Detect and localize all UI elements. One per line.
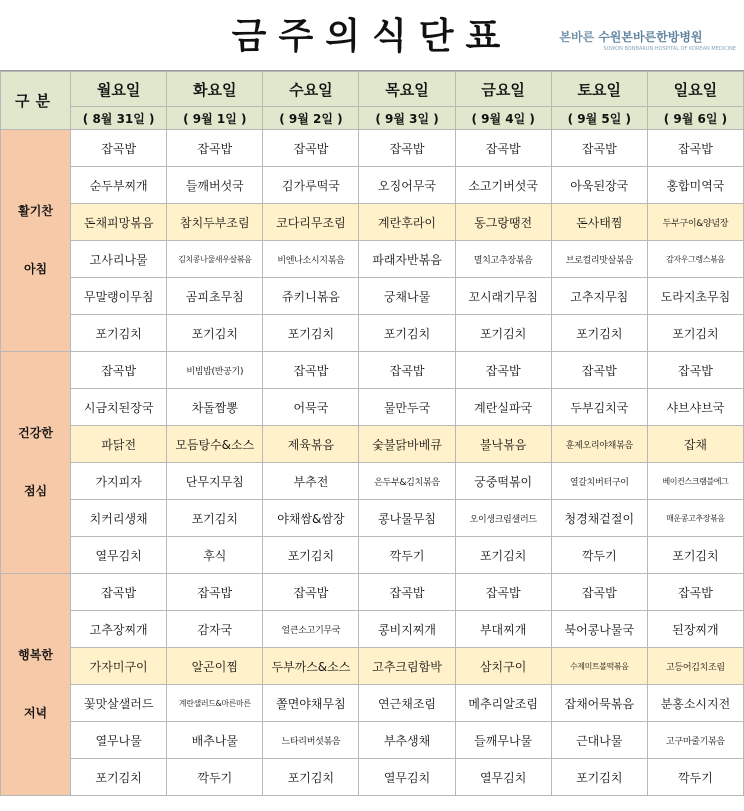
menu-cell: 고사리나물 bbox=[71, 241, 167, 278]
menu-cell: 감자우그렝스볶음 bbox=[647, 241, 743, 278]
table-row bbox=[1, 278, 744, 315]
menu-cell: 포기김치 bbox=[263, 315, 359, 352]
menu-cell: 감자국 bbox=[167, 611, 263, 648]
menu-cell: 순두부찌개 bbox=[71, 167, 167, 204]
menu-cell: 잡곡밥 bbox=[647, 352, 743, 389]
menu-cell: 얼큰소고기무국 bbox=[263, 611, 359, 648]
menu-cell: 브로컬리맛살볶음 bbox=[551, 241, 647, 278]
menu-cell: 깍두기 bbox=[359, 537, 455, 574]
menu-cell: 고추장찌개 bbox=[71, 611, 167, 648]
menu-cell: 포기김치 bbox=[263, 537, 359, 574]
menu-cell: 쥬키니볶음 bbox=[263, 278, 359, 315]
menu-cell: 잡곡밥 bbox=[551, 352, 647, 389]
menu-cell: 동그랑땡전 bbox=[455, 204, 551, 241]
menu-cell: 포기김치 bbox=[359, 315, 455, 352]
menu-cell: 들깨버섯국 bbox=[167, 167, 263, 204]
menu-cell: 삼치구이 bbox=[455, 648, 551, 685]
menu-cell: 샤브샤브국 bbox=[647, 389, 743, 426]
menu-cell: 은두부&김치볶음 bbox=[359, 463, 455, 500]
menu-body bbox=[1, 130, 744, 796]
menu-cell: 두부구이&양념장 bbox=[647, 204, 743, 241]
logo-name: 수원본바른한방병원 bbox=[598, 30, 703, 44]
menu-cell: 포기김치 bbox=[71, 759, 167, 796]
menu-cell: 쫄면야채무침 bbox=[263, 685, 359, 722]
table-row bbox=[1, 611, 744, 648]
table-row bbox=[1, 574, 744, 611]
table-row bbox=[1, 204, 744, 241]
menu-cell: 곰피초무침 bbox=[167, 278, 263, 315]
menu-cell: 잡곡밥 bbox=[263, 130, 359, 167]
table-row bbox=[1, 463, 744, 500]
menu-cell: 오징어무국 bbox=[359, 167, 455, 204]
menu-cell: 모듬탕수&소스 bbox=[167, 426, 263, 463]
menu-cell: 잡곡밥 bbox=[71, 130, 167, 167]
menu-cell: 제육볶음 bbox=[263, 426, 359, 463]
table-row bbox=[1, 389, 744, 426]
day-date: ( 8월 31일 ) bbox=[71, 107, 167, 130]
menu-cell: 두부김치국 bbox=[551, 389, 647, 426]
menu-cell: 잡곡밥 bbox=[551, 130, 647, 167]
menu-cell: 느타리버섯볶음 bbox=[263, 722, 359, 759]
menu-cell: 파래자반볶음 bbox=[359, 241, 455, 278]
menu-cell: 매운콩고추장볶음 bbox=[647, 500, 743, 537]
menu-cell: 잡곡밥 bbox=[551, 574, 647, 611]
menu-cell: 배추나물 bbox=[167, 722, 263, 759]
table-row bbox=[1, 500, 744, 537]
meal-label-sub: 행복한 bbox=[18, 647, 53, 662]
menu-cell: 고추지무침 bbox=[551, 278, 647, 315]
menu-cell: 참치두부조림 bbox=[167, 204, 263, 241]
menu-cell: 야채쌈&쌈장 bbox=[263, 500, 359, 537]
weekly-menu-table bbox=[0, 71, 744, 796]
table-row bbox=[1, 130, 744, 167]
meal-label-main: 저녁 bbox=[23, 705, 48, 720]
table-row bbox=[1, 167, 744, 204]
menu-cell: 부추전 bbox=[263, 463, 359, 500]
day-date: ( 9월 6일 ) bbox=[647, 107, 743, 130]
menu-cell: 잡곡밥 bbox=[71, 352, 167, 389]
menu-cell: 가자미구이 bbox=[71, 648, 167, 685]
menu-cell: 단무지무침 bbox=[167, 463, 263, 500]
menu-cell: 포기김치 bbox=[71, 315, 167, 352]
menu-cell: 포기김치 bbox=[647, 315, 743, 352]
menu-cell: 돈채피망볶음 bbox=[71, 204, 167, 241]
menu-cell: 소고기버섯국 bbox=[455, 167, 551, 204]
menu-cell: 불낙볶음 bbox=[455, 426, 551, 463]
menu-cell: 계란후라이 bbox=[359, 204, 455, 241]
menu-cell: 메추리알조림 bbox=[455, 685, 551, 722]
day-date: ( 9월 5일 ) bbox=[551, 107, 647, 130]
meal-label-main: 점심 bbox=[23, 483, 48, 498]
menu-cell: 무말랭이무침 bbox=[71, 278, 167, 315]
menu-cell: 멸치고추장볶음 bbox=[455, 241, 551, 278]
menu-cell: 북어콩나물국 bbox=[551, 611, 647, 648]
hospital-logo bbox=[559, 28, 736, 52]
menu-cell: 부대찌개 bbox=[455, 611, 551, 648]
meal-label bbox=[1, 130, 71, 352]
menu-cell: 고등어김치조림 bbox=[647, 648, 743, 685]
menu-cell: 비엔나소시지볶음 bbox=[263, 241, 359, 278]
menu-cell: 포기김치 bbox=[455, 315, 551, 352]
menu-cell: 근대나물 bbox=[551, 722, 647, 759]
table-row bbox=[1, 537, 744, 574]
menu-cell: 김가루떡국 bbox=[263, 167, 359, 204]
menu-cell: 잡곡밥 bbox=[359, 574, 455, 611]
menu-cell: 두부까스&소스 bbox=[263, 648, 359, 685]
day-date: ( 9월 4일 ) bbox=[455, 107, 551, 130]
menu-cell: 숯불닭바베큐 bbox=[359, 426, 455, 463]
menu-cell: 차돌짬뽕 bbox=[167, 389, 263, 426]
table-row bbox=[1, 241, 744, 278]
day-date: ( 9월 2일 ) bbox=[263, 107, 359, 130]
menu-cell: 김치콩나물새우살볶음 bbox=[167, 241, 263, 278]
menu-cell: 수제미트볼떡볶음 bbox=[551, 648, 647, 685]
menu-cell: 포기김치 bbox=[167, 315, 263, 352]
table-row bbox=[1, 352, 744, 389]
table-row bbox=[1, 648, 744, 685]
menu-cell: 된장찌개 bbox=[647, 611, 743, 648]
menu-cell: 오이생크림샐러드 bbox=[455, 500, 551, 537]
menu-cell: 잡채 bbox=[647, 426, 743, 463]
table-row bbox=[1, 315, 744, 352]
menu-cell: 잡곡밥 bbox=[647, 130, 743, 167]
menu-cell: 파닭전 bbox=[71, 426, 167, 463]
menu-cell: 잡곡밥 bbox=[455, 130, 551, 167]
menu-cell: 가지피자 bbox=[71, 463, 167, 500]
menu-cell: 돈사태찜 bbox=[551, 204, 647, 241]
day-name: 화요일 bbox=[167, 72, 263, 107]
menu-cell: 포기김치 bbox=[167, 500, 263, 537]
menu-cell: 부추생채 bbox=[359, 722, 455, 759]
page-header bbox=[0, 0, 744, 71]
menu-cell: 어묵국 bbox=[263, 389, 359, 426]
logo-subtitle: SUWON BONBARUN HOSPITAL OF KOREAN MEDICINE bbox=[603, 46, 736, 52]
table-row bbox=[1, 426, 744, 463]
table-row bbox=[1, 759, 744, 796]
day-date: ( 9월 3일 ) bbox=[359, 107, 455, 130]
menu-cell: 궁채나물 bbox=[359, 278, 455, 315]
page-title: 금주의식단표 bbox=[231, 16, 513, 57]
day-date: ( 9월 1일 ) bbox=[167, 107, 263, 130]
menu-cell: 후식 bbox=[167, 537, 263, 574]
menu-cell: 분홍소시지전 bbox=[647, 685, 743, 722]
menu-cell: 열무김치 bbox=[455, 759, 551, 796]
table-row bbox=[1, 722, 744, 759]
day-name: 수요일 bbox=[263, 72, 359, 107]
menu-cell: 포기김치 bbox=[551, 759, 647, 796]
menu-cell: 포기김치 bbox=[455, 537, 551, 574]
menu-cell: 포기김치 bbox=[263, 759, 359, 796]
menu-cell: 잡곡밥 bbox=[167, 130, 263, 167]
menu-cell: 꽃맛살샐러드 bbox=[71, 685, 167, 722]
menu-cell: 베이컨스크램블에그 bbox=[647, 463, 743, 500]
menu-cell: 잡곡밥 bbox=[647, 574, 743, 611]
menu-cell: 깍두기 bbox=[551, 537, 647, 574]
menu-cell: 아욱된장국 bbox=[551, 167, 647, 204]
menu-cell: 잡곡밥 bbox=[263, 574, 359, 611]
menu-cell: 열무김치 bbox=[71, 537, 167, 574]
menu-cell: 도라지초무침 bbox=[647, 278, 743, 315]
menu-cell: 포기김치 bbox=[551, 315, 647, 352]
menu-cell: 잡곡밥 bbox=[263, 352, 359, 389]
menu-cell: 알곤이찜 bbox=[167, 648, 263, 685]
menu-cell: 깍두기 bbox=[647, 759, 743, 796]
menu-cell: 열갈치버터구이 bbox=[551, 463, 647, 500]
menu-cell: 콩비지찌개 bbox=[359, 611, 455, 648]
menu-cell: 열무김치 bbox=[359, 759, 455, 796]
menu-cell: 고구마줄기볶음 bbox=[647, 722, 743, 759]
date-header-row bbox=[1, 107, 744, 130]
menu-cell: 연근채조림 bbox=[359, 685, 455, 722]
menu-cell: 들깨무나물 bbox=[455, 722, 551, 759]
menu-cell: 잡곡밥 bbox=[167, 574, 263, 611]
menu-cell: 포기김치 bbox=[647, 537, 743, 574]
menu-cell: 비빔밥(반공기) bbox=[167, 352, 263, 389]
menu-cell: 코다리무조림 bbox=[263, 204, 359, 241]
menu-cell: 꼬시래기무침 bbox=[455, 278, 551, 315]
menu-cell: 깍두기 bbox=[167, 759, 263, 796]
menu-cell: 물만두국 bbox=[359, 389, 455, 426]
menu-cell: 고추크림함박 bbox=[359, 648, 455, 685]
day-name: 일요일 bbox=[647, 72, 743, 107]
menu-cell: 잡곡밥 bbox=[455, 352, 551, 389]
menu-cell: 청경채겉절이 bbox=[551, 500, 647, 537]
menu-cell: 계란샐러드&마른마른 bbox=[167, 685, 263, 722]
corner-label: 구분 bbox=[1, 72, 71, 130]
menu-cell: 잡곡밥 bbox=[455, 574, 551, 611]
menu-cell: 훈제오리야채볶음 bbox=[551, 426, 647, 463]
menu-cell: 치커리생채 bbox=[71, 500, 167, 537]
menu-cell: 잡곡밥 bbox=[71, 574, 167, 611]
meal-label bbox=[1, 574, 71, 796]
meal-label bbox=[1, 352, 71, 574]
menu-cell: 계란실파국 bbox=[455, 389, 551, 426]
menu-cell: 잡곡밥 bbox=[359, 130, 455, 167]
menu-cell: 콩나물무침 bbox=[359, 500, 455, 537]
menu-cell: 잡곡밥 bbox=[359, 352, 455, 389]
menu-cell: 궁중떡볶이 bbox=[455, 463, 551, 500]
day-name: 금요일 bbox=[455, 72, 551, 107]
day-header-row bbox=[1, 72, 744, 107]
menu-cell: 홍합미역국 bbox=[647, 167, 743, 204]
day-name: 목요일 bbox=[359, 72, 455, 107]
table-row bbox=[1, 685, 744, 722]
day-name: 월요일 bbox=[71, 72, 167, 107]
menu-cell: 잡채어묵볶음 bbox=[551, 685, 647, 722]
meal-label-sub: 활기찬 bbox=[18, 203, 53, 218]
menu-cell: 열무나물 bbox=[71, 722, 167, 759]
day-name: 토요일 bbox=[551, 72, 647, 107]
meal-label-sub: 건강한 bbox=[18, 425, 53, 440]
meal-label-main: 아침 bbox=[23, 261, 48, 276]
logo-mark: 본바른 bbox=[559, 30, 595, 44]
menu-cell: 시금치된장국 bbox=[71, 389, 167, 426]
